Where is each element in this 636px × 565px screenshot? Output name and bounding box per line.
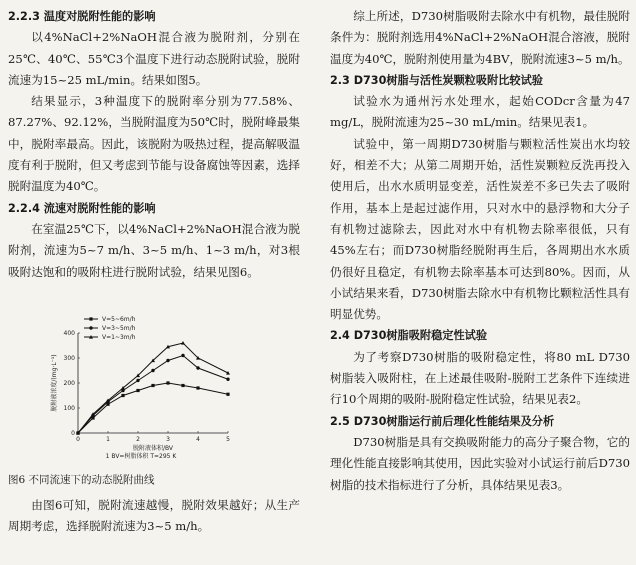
chart-axes [64,330,231,443]
y-tick-label: 400 [63,329,75,337]
x-tick-label: 0 [76,435,80,443]
right-column [330,6,630,496]
x-tick-label: 2 [136,435,140,443]
chart-x-axis-label: 脱附液体积/BV [132,444,174,452]
legend-marker-0 [89,317,92,320]
x-tick-label: 4 [196,435,200,443]
series-1-point [181,354,184,357]
series-0-point [121,394,124,397]
x-tick-label: 3 [166,435,170,443]
section-2-5-paragraph-1: D730树脂是具有交换吸附能力的高分子聚合物，它的理化性能直接影响其使用，因此实验对小试运行前后D730树脂的技术指标进行了分析，具体结果见表3。 [330,434,630,492]
series-1-point [136,379,139,382]
y-tick-label: 0 [71,429,75,437]
series-1-point [226,377,229,380]
figure-6-caption: 图6 不同流速下的动态脱附曲线 [8,473,155,486]
x-tick-label: 5 [226,435,230,443]
figure-6 [8,283,300,495]
series-0-point [136,389,139,392]
y-tick-label: 200 [63,379,75,387]
after-figure-paragraph: 由图6可知，脱附流速越慢，脱附效果越好；从生产周期考虑，选择脱附流速为3~5 m/h。 [8,497,300,534]
chart-series-layer [76,341,230,435]
chart-x-axis-note: 1 BV=树脂体积 T=295 K [105,452,177,460]
series-line-2 [78,343,228,433]
legend-label-0: V=5~6m/h [102,315,136,323]
y-tick-label: 100 [63,404,75,412]
series-0-point [166,381,169,384]
chart-legend [84,316,136,341]
series-line-1 [78,355,228,433]
section-2-2-3-paragraph-2: 结果显示，3种温度下的脱附率分别为77.58%、87.27%、92.12%，当脱附温度为50℃时，脱附峰最集中，脱附率最高。因此，该脱附为吸热过程，提高解吸温度有利于脱附，但又考虑到节能与设备腐蚀等因素，选择脱附温度为40℃。 [8,94,300,194]
section-2-3-paragraph-1: 试验水为通州污水处理水，起始CODcr含量为47 mg/L，脱附流速为25~30 mL/min。结果见表1。 [330,94,630,130]
left-column [8,6,300,537]
series-1-point [166,359,169,362]
section-2-2-3-paragraph-1: 以4%NaCl+2%NaOH混合液为脱附剂，分别在25℃、40℃、55℃3个温度下进行动态脱附试验，脱附流速为15~25 mL/min。结果如图5。 [8,30,300,87]
series-0-point [226,393,229,396]
section-2-3-title: 2.3 D730树脂与活性炭颗粒吸附比较试验 [330,73,543,87]
legend-marker-1 [89,326,92,329]
series-0-point [181,384,184,387]
series-0-point [196,386,199,389]
section-2-2-4-title: 2.2.4 流速对脱附性能的影响 [8,201,156,215]
x-tick-label: 1 [106,435,110,443]
section-2-5-title: 2.5 D730树脂运行前后理化性能结果及分析 [330,414,555,428]
series-2-point [181,341,185,345]
chart-y-axis-label: 脱附液浓度/(mg·L⁻¹) [51,354,58,412]
series-1-point [196,366,199,369]
section-2-4-title: 2.4 D730树脂吸附稳定性试验 [330,329,488,343]
series-0-point [151,384,154,387]
section-2-2-4-paragraph-1: 在室温25℃下，以4%NaCl+2%NaOH混合液为脱附剂，流速为5~7 m/h、3~5 m/h、1~3 m/h，对3根吸附达饱和的吸附柱进行脱附试验，结果见图6。 [8,221,300,279]
series-1-point [151,369,154,372]
legend-label-1: V=3~5m/h [102,324,136,332]
section-2-4-paragraph-1: 为了考察D730树脂的吸附稳定性，将80 mL D730树脂装入吸附柱，在上述最佳吸附-脱附工艺条件下连续进行10个周期的吸附-脱附稳定性试验，结果见表2。 [330,349,630,407]
summary-paragraph: 综上所述，D730树脂吸附去除水中有机物，最佳脱附条件为：脱附剂选用4%NaCl+2%NaOH混合溶液，脱附温度为40℃，脱附剂使用量为4BV，脱附流速3~5 m/h。 [330,9,630,66]
figure-6-chart [8,283,300,469]
section-2-3-paragraph-2: 试验中，第一周期D730树脂与颗粒活性炭出水均较好，相差不大；从第二周期开始，活性炭颗粒反洗再投入使用后，出水水质明显变差，活性炭差不多已失去了吸附作用，基本上是起过滤作用，只对水中的悬浮物和大分子有机物过滤除去，因此对水中有机物去除率很低，只有45%左右；而D730树脂经脱附再生后，各周期出水水质仍很好且稳定，有机物去除率基本可达到80%。因而，从小试结果来看，D730树脂去除水中有机物比颗粒活性具有明显优势。 [330,136,630,322]
section-2-2-3-title: 2.2.3 温度对脱附性能的影响 [8,10,156,23]
legend-label-2: V=1~3m/h [102,333,136,341]
y-tick-label: 300 [63,354,75,362]
